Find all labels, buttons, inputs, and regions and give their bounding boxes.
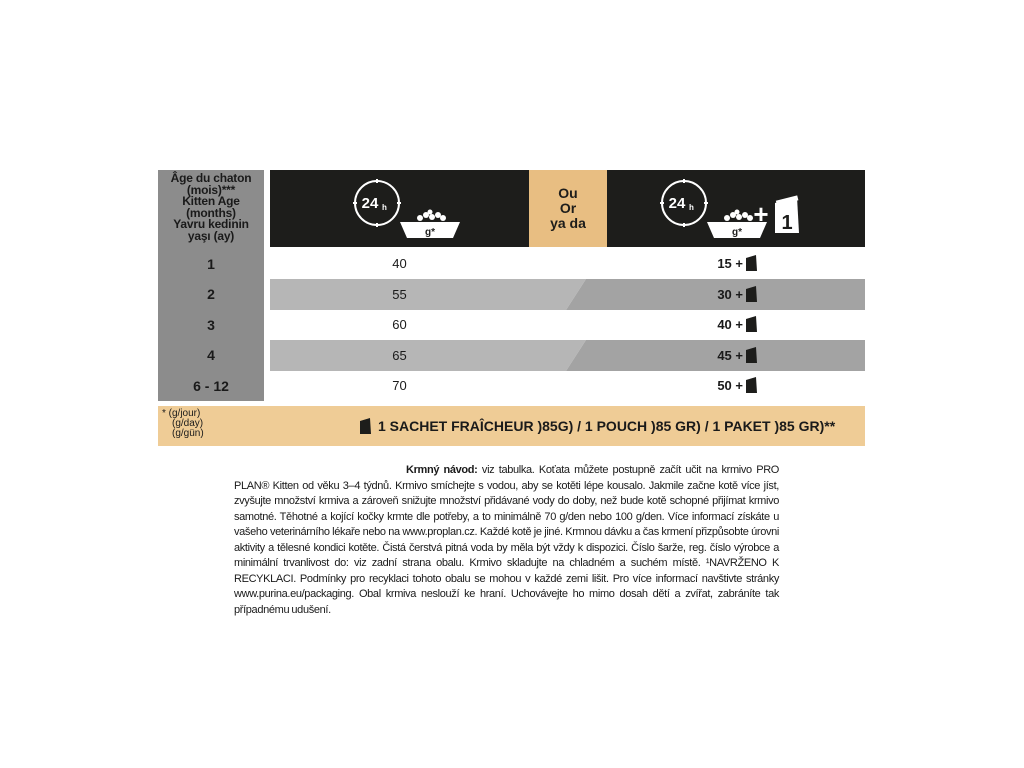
dry-only-value: 40 (392, 256, 407, 271)
dry-plus-pouch-value: 40 + (717, 317, 743, 332)
dry-only-value: 65 (392, 348, 407, 363)
age-cell: 3 (207, 317, 215, 333)
or-en: Or (559, 200, 577, 216)
clock-bowl-pouch-icon (607, 170, 865, 247)
dry-plus-pouch-value: 50 + (717, 378, 743, 393)
age-header-en-unit: (months) (186, 205, 236, 220)
plus-sign: + (753, 199, 769, 229)
dry-plus-pouch-value: 45 + (717, 348, 743, 363)
dry-plus-pouch-value: 15 + (717, 256, 743, 271)
header-dry-only (270, 170, 529, 247)
pouch-icon (360, 418, 371, 434)
age-header-en: Kitten Age (182, 194, 240, 208)
pouch-icon (746, 286, 757, 302)
unit-en: (g/day) (172, 418, 204, 429)
bowl-label: g* (732, 227, 742, 238)
feeding-instructions-body: viz tabulka. Koťata můžete postupně začít učit na krmivo PRO PLAN® Kitten od věku 3–4 týdnů. Krmivo smíchejte s vodou, aby se kotěti lépe kousalo. Jakmile začne kotě více jíst, zvyšujte množství krmiva a zároveň snižujte množství přidávané vody do doby, než bude kotě schopné přijímat krmivo samotné. Těhotné a kojící kočky krmte dle potřeby, a to minimálně 70 g/den nebo 100 g/den. Více informací získáte u vašeho veterinárního lékaře nebo na www.proplan.cz. Každé kotě je jiné. Krmnou dávku a čas krmení přizpůsobte úrovni aktivity a tělesné kondici kotěte. Čistá čerstvá pitná voda by měla být vždy k dispozici. Číslo šarže, reg. číslo výrobce a minimální trvanlivost do: viz zadní strana obalu. Krmivo skladujte na chladném a suchém místě. ¹NAVRŽENO K RECYKLACI. Podmínky pro recyklaci tohoto obalu se mohou v každé zemi lišit. Pro více informací navštivte stránky www.purina.eu/packaging. Obal krmiva neslouží ke hraní. Uchovávejte ho mimo dosah dětí a zvířat, zabráníte tak případnému udušení. (234, 464, 779, 616)
or-fr: Ou (558, 185, 578, 201)
pouch-icon (746, 347, 757, 363)
clock-bowl-icon (270, 170, 529, 247)
footer-band (158, 406, 865, 446)
feeding-instructions-lead: Krmný návod: (406, 464, 478, 476)
age-header-fr: Âge du chaton (170, 171, 252, 185)
age-cell: 1 (207, 256, 215, 272)
age-header-tr: Yavru kedinin (173, 217, 249, 231)
clock-badge-sub: h (382, 203, 387, 212)
header-dry-plus-pouch (607, 170, 865, 247)
age-cell: 6 - 12 (193, 378, 229, 394)
age-header-tr-unit: yaşı (ay) (187, 228, 235, 243)
or-tr: ya da (550, 215, 586, 231)
bowl-label: g* (425, 227, 435, 238)
age-cell: 4 (207, 347, 215, 363)
age-column (158, 170, 264, 401)
age-header-fr-unit: (mois)*** (186, 182, 236, 197)
clock-badge-text: 24 (668, 195, 686, 212)
age-header (158, 173, 264, 242)
header-or (529, 170, 607, 247)
dry-only-value: 70 (392, 378, 407, 393)
dry-only-value: 60 (392, 317, 407, 332)
pouch-icon (746, 316, 757, 332)
pouch-count: 1 (781, 212, 793, 234)
pouch-icon (746, 377, 757, 393)
dry-only-value: 55 (392, 287, 407, 302)
pouch-size-note: 1 SACHET FRAÎCHEUR )85G) / 1 POUCH )85 GR) / 1 PAKET )85 GR)** (378, 418, 836, 434)
feeding-instructions (234, 463, 779, 618)
unit-fr: * (g/jour) (162, 408, 201, 419)
clock-badge-text: 24 (361, 195, 379, 212)
age-cell: 2 (207, 286, 215, 302)
unit-tr: (g/gün) (172, 428, 204, 439)
pouch-icon (746, 255, 757, 271)
dry-plus-pouch-value: 30 + (717, 287, 743, 302)
clock-badge-sub: h (689, 203, 694, 212)
